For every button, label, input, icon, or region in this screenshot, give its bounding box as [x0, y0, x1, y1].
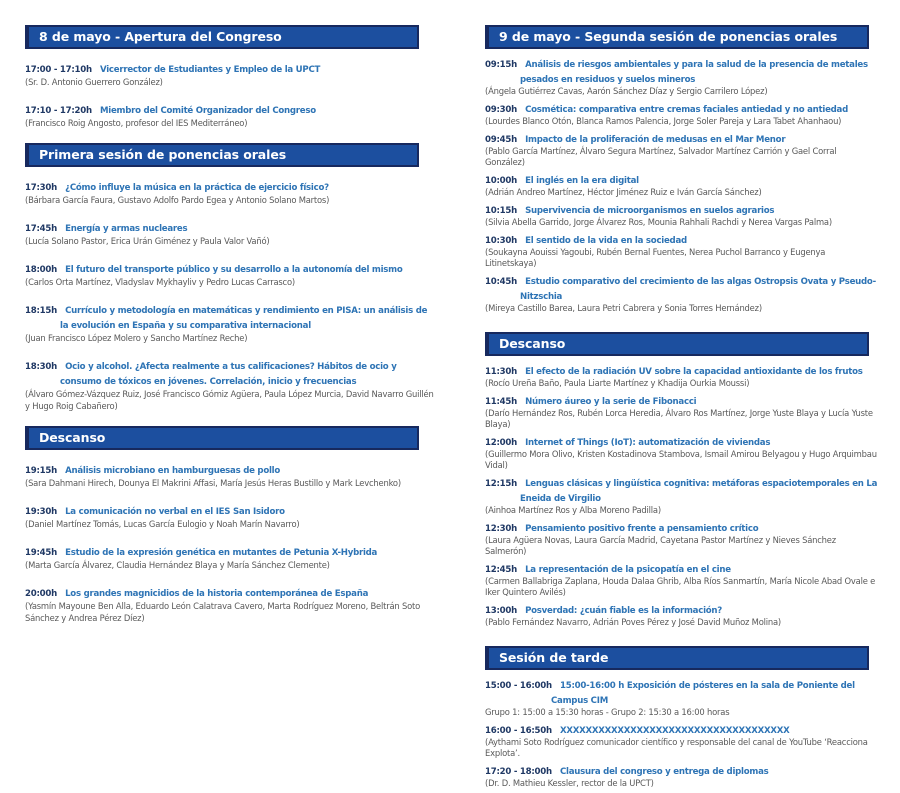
entry-title: Lenguas clásicas y lingüística cognitiva: metáforas espaciotemporales en La Eneida de Virgilio: [520, 479, 878, 504]
entry-title: El futuro del transporte público y su desarrollo a la autonomía del mismo: [65, 265, 403, 275]
section-second-session: [485, 25, 878, 314]
entry-time: 17:45h: [25, 224, 57, 234]
entry-time: 19:45h: [25, 548, 57, 558]
entry-speakers: (Dr. D. Mathieu Kessler, rector de la UPCT): [485, 778, 654, 788]
entry-speakers: (Silvia Abella Garrido, Jorge Álvarez Ros, Mounia Rahhali Rachdi y Nerea Vargas Palma): [485, 217, 832, 227]
entry-time: 18:30h: [25, 362, 57, 372]
schedule-entry: [485, 273, 878, 314]
entry-title: Energía y armas nucleares: [65, 224, 188, 234]
session-header: 9 de mayo - Segunda sesión de ponencias orales: [485, 25, 869, 49]
schedule-entry: [25, 544, 435, 571]
entry-title: Análisis microbiano en hamburguesas de pollo: [65, 466, 281, 476]
schedule-entry: [485, 602, 878, 628]
entry-time: 16:00 - 16:50h: [485, 726, 552, 736]
entry-time: 12:00h: [485, 438, 517, 448]
entry-time: 17:30h: [25, 183, 57, 193]
entry-speakers: (Sr. D. Antonio Guerrero González): [25, 77, 163, 87]
schedule-entry: [25, 61, 435, 88]
entry-title: Impacto de la proliferación de medusas en el Mar Menor: [525, 135, 786, 145]
schedule-entry: [485, 393, 878, 430]
entry-title: Internet of Things (IoT): automatización de viviendas: [525, 438, 771, 448]
entry-speakers: (Daniel Martínez Tomás, Lucas García Eulogio y Noah Marín Navarro): [25, 519, 300, 529]
entry-title: 15:00-16:00 h Exposición de pósteres en la sala de Poniente del Campus CIM: [551, 681, 855, 706]
entry-time: 10:00h: [485, 176, 517, 186]
entry-speakers: (Laura Agüera Novas, Laura García Madrid, Cayetana Pastor Martínez y Nieves Sánchez Salmerón): [485, 535, 836, 556]
entry-title: El sentido de la vida en la sociedad: [525, 236, 687, 246]
schedule-entry: [25, 261, 435, 288]
entry-title: Cosmética: comparativa entre cremas faciales antiedad y no antiedad: [525, 105, 848, 115]
entry-time: 19:30h: [25, 507, 57, 517]
session-header: Primera sesión de ponencias orales: [25, 143, 419, 167]
entry-speakers: (Darío Hernández Ros, Rubén Lorca Heredia, Álvaro Ros Martínez, Jorge Yuste Blaya y Lucía Yuste Blaya): [485, 408, 873, 429]
entry-title: Posverdad: ¿cuán fiable es la información?: [525, 606, 723, 616]
schedule-entry: [25, 220, 435, 247]
entry-title: Los grandes magnicidios de la historia contemporánea de España: [65, 589, 369, 599]
entry-time: 11:30h: [485, 367, 517, 377]
entry-time: 15:00 - 16:00h: [485, 681, 552, 691]
session-header: Descanso: [25, 426, 419, 450]
entry-speakers: (Bárbara García Faura, Gustavo Adolfo Pardo Egea y Antonio Solano Martos): [25, 195, 330, 205]
entry-speakers: (Carlos Orta Martínez, Vladyslav Mykhayliv y Pedro Lucas Carrasco): [25, 277, 295, 287]
schedule-entry: [485, 763, 878, 789]
entry-time: 20:00h: [25, 589, 57, 599]
schedule-entry: [485, 131, 878, 168]
entry-time: 18:00h: [25, 265, 57, 275]
section-break-left: [25, 426, 435, 624]
entry-time: 17:10 - 17:20h: [25, 106, 92, 116]
schedule-entry: [25, 302, 435, 344]
entry-speakers: (Ángela Gutiérrez Cavas, Aarón Sánchez Díaz y Sergio Carrilero López): [485, 86, 768, 96]
entry-title: Estudio de la expresión genética en mutantes de Petunia X-Hybrida: [65, 548, 378, 558]
entry-title: El inglés en la era digital: [525, 176, 639, 186]
entry-time: 09:30h: [485, 105, 517, 115]
section-opening: [25, 25, 435, 129]
entry-speakers: (Yasmín Mayoune Ben Alla, Eduardo León Calatrava Cavero, Marta Rodríguez Moreno, Beltrán Soto Sánchez y Andrea Pérez Díez): [25, 601, 420, 623]
session-header: 8 de mayo - Apertura del Congreso: [25, 25, 419, 49]
entry-time: 10:15h: [485, 206, 517, 216]
entry-title: Pensamiento positivo frente a pensamiento crítico: [525, 524, 759, 534]
session-header: Sesión de tarde: [485, 646, 869, 670]
entry-speakers: (Carmen Ballabriga Zaplana, Houda Dalaa Ghrib, Alba Ríos Sanmartín, María Nicole Abad Ovale e Iker Quintero Avilés): [485, 576, 876, 597]
entry-time: 17:20 - 18:00h: [485, 767, 552, 777]
column-left: [25, 25, 435, 638]
entry-time: 12:45h: [485, 565, 517, 575]
entry-speakers: (Rocío Ureña Baño, Paula Liarte Martínez y Khadija Ourkia Moussi): [485, 378, 750, 388]
schedule-entry: [25, 503, 435, 530]
entry-time: 13:00h: [485, 606, 517, 616]
entry-speakers: (Ainhoa Martínez Ros y Alba Moreno Padilla): [485, 505, 661, 515]
column-right: [485, 25, 878, 793]
entry-title: Clausura del congreso y entrega de diplomas: [559, 767, 769, 777]
entry-time: 10:45h: [485, 277, 517, 287]
entry-title: Miembro del Comité Organizador del Congreso: [99, 106, 316, 116]
entry-title: El efecto de la radiación UV sobre la capacidad antioxidante de los frutos: [525, 367, 863, 377]
entry-speakers: (Juan Francisco López Molero y Sancho Martínez Reche): [25, 333, 248, 343]
entry-speakers: (Sara Dahmani Hirech, Dounya El Makrini Affasi, María Jesús Heras Bustillo y Mark Levchenko): [25, 478, 401, 488]
entry-time: 11:45h: [485, 397, 517, 407]
schedule-entry: [25, 102, 435, 129]
entry-title: Currículo y metodología en matemáticas y rendimiento en PISA: un análisis de la evolución en España y su comparativa internacional: [60, 306, 428, 331]
entry-time: 17:00 - 17:10h: [25, 65, 92, 75]
entry-time: 10:30h: [485, 236, 517, 246]
schedule-entry: [485, 363, 878, 389]
section-afternoon: [485, 646, 878, 789]
schedule-entry: [25, 358, 435, 412]
entry-time: 09:45h: [485, 135, 517, 145]
entry-speakers: (Lucía Solano Pastor, Erica Urán Giménez y Paula Valor Vañó): [25, 236, 270, 246]
schedule-entry: [485, 722, 878, 759]
entry-speakers: (Álvaro Gómez-Vázquez Ruiz, José Francisco Gómiz Agüera, Paula López Murcia, David Navarro Guillén y Hugo Roig Cabañero): [25, 389, 434, 411]
schedule-entry: [485, 56, 878, 97]
schedule-entry: [485, 172, 878, 198]
schedule-entry: [485, 561, 878, 598]
entry-time: 12:30h: [485, 524, 517, 534]
entry-time: 09:15h: [485, 60, 517, 70]
entry-speakers: (Adrián Andreo Martínez, Héctor Jiménez Ruiz e Iván García Sánchez): [485, 187, 762, 197]
schedule-entry: [485, 520, 878, 557]
section-break-right: [485, 332, 878, 628]
schedule-entry: [25, 179, 435, 206]
entry-speakers: (Guillermo Mora Olivo, Kristen Kostadinova Stambova, Ismail Amirou Belyagou y Hugo Arquimbau Vidal): [485, 449, 877, 470]
schedule-entry: [485, 434, 878, 471]
entry-title: Estudio comparativo del crecimiento de las algas Ostropsis Ovata y Pseudo-Nitzschia: [520, 277, 876, 302]
schedule-entry: [485, 101, 878, 127]
schedule-entry: [485, 202, 878, 228]
entry-title: Número áureo y la serie de Fibonacci: [525, 397, 697, 407]
entry-speakers: (Francisco Roig Angosto, profesor del IES Mediterráneo): [25, 118, 248, 128]
entry-title: Vicerrector de Estudiantes y Empleo de la UPCT: [99, 65, 321, 75]
entry-title: Supervivencia de microorganismos en suelos agrarios: [525, 206, 775, 216]
entry-time: 19:15h: [25, 466, 57, 476]
entry-title: La comunicación no verbal en el IES San Isidoro: [65, 507, 285, 517]
section-first-session: [25, 143, 435, 412]
entry-title: ¿Cómo influye la música en la práctica de ejercicio físico?: [65, 183, 329, 193]
schedule-entry: [485, 232, 878, 269]
entry-speakers: (Soukayna Aouissi Yagoubi, Rubén Bernal Fuentes, Nerea Puchol Barranco y Eugenya Litinetskaya): [485, 247, 826, 268]
entry-speakers: (Pablo Fernández Navarro, Adrián Poves Pérez y José David Muñoz Molina): [485, 617, 781, 627]
schedule-entry: [485, 475, 878, 516]
entry-speakers: (Mireya Castillo Barea, Laura Petri Cabrera y Sonia Torres Hernández): [485, 303, 762, 313]
entry-title: La representación de la psicopatía en el cine: [525, 565, 731, 575]
entry-time: 12:15h: [485, 479, 517, 489]
entry-title: Ocio y alcohol. ¿Afecta realmente a tus calificaciones? Hábitos de ocio y consumo de tóxicos en jóvenes. Correlación, inicio y frecuencias: [60, 362, 397, 387]
schedule-entry: [25, 462, 435, 489]
entry-title: XXXXXXXXXXXXXXXXXXXXXXXXXXXXXXXXXXXX: [559, 726, 790, 736]
entry-speakers: (Marta García Álvarez, Claudia Hernández Blaya y María Sánchez Clemente): [25, 560, 330, 570]
entry-speakers: (Pablo García Martínez, Álvaro Segura Martínez, Salvador Martínez Carrión y Gael Corral González): [485, 146, 837, 167]
schedule-entry: [485, 677, 878, 718]
entry-speakers: (Lourdes Blanco Otón, Blanca Ramos Palencia, Jorge Soler Pareja y Lara Tabet Ahanhaou): [485, 116, 842, 126]
schedule-entry: [25, 585, 435, 624]
entry-title: Análisis de riesgos ambientales y para la salud de la presencia de metales pesados en residuos y suelos mineros: [520, 60, 868, 85]
entry-note: Grupo 1: 15:00 a 15:30 horas - Grupo 2: 15:30 a 16:00 horas: [485, 707, 730, 717]
entry-speakers: (Aythami Soto Rodríguez comunicador científico y responsable del canal de YouTube ‘Reacciona Explota’.: [485, 737, 868, 758]
entry-time: 18:15h: [25, 306, 57, 316]
session-header: Descanso: [485, 332, 869, 356]
